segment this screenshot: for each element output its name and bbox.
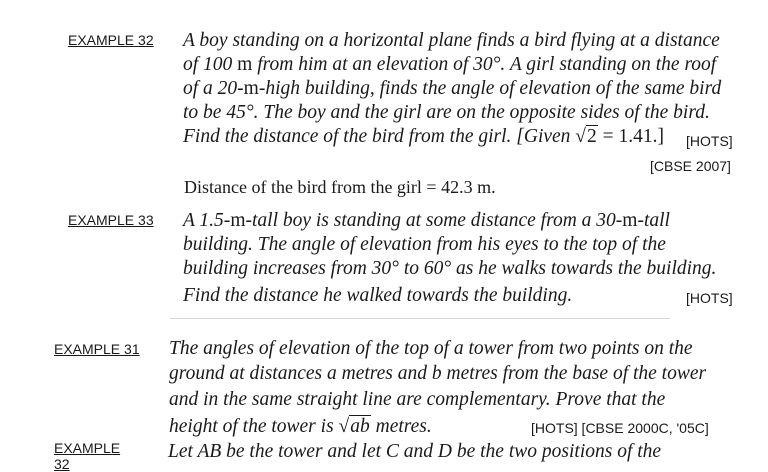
text-run: -tall: [637, 210, 670, 231]
square-root: [339, 415, 371, 437]
example-31-line-3: and in the same straight line are complementary. Prove that the: [169, 389, 666, 410]
page-divider: [170, 318, 670, 319]
example-33-line-4: Find the distance he walked towards the building.: [183, 285, 573, 306]
example-32-line-1: A boy standing on a horizontal plane finds a bird flying at a distance: [183, 30, 720, 51]
next-line-text: Let AB be the tower and let C and D be the two positions of the: [168, 441, 662, 462]
text-run: Find the distance of the bird from the girl. [Given: [183, 126, 576, 147]
example-31-line-1: The angles of elevation of the top of a tower from two points on the: [169, 338, 693, 359]
text-run: height of the tower is: [169, 416, 339, 437]
radical-sign-icon: √: [338, 416, 350, 437]
example-33-label: EXAMPLE 33: [68, 212, 154, 228]
example-31-line-2: ground at distances a metres and b metres from the base of the tower: [169, 363, 707, 384]
example-32-hots-tag: [HOTS]: [686, 133, 733, 149]
example-33-hots-tag: [HOTS]: [686, 290, 733, 306]
example-31-label: EXAMPLE 31: [54, 341, 140, 357]
radicand: 2: [587, 126, 597, 147]
square-root: [575, 125, 597, 147]
text-run: from him at an elevation of 30°. A girl standing on the roof: [252, 54, 717, 75]
next-line-cropped: [168, 441, 768, 462]
text-run: of 100: [183, 54, 238, 75]
text-run: metres.: [370, 416, 432, 437]
example-32-line-3: [183, 77, 721, 101]
next-example-label: EXAMPLE 32: [54, 440, 121, 472]
text-run: -high building, finds the angle of elevation of the same bird: [258, 78, 722, 99]
radical-sign-icon: √: [575, 126, 586, 147]
text-run: -tall boy is standing at some distance from a 30-: [245, 210, 623, 231]
example-32-label: EXAMPLE 32: [68, 32, 154, 48]
text-run: A 1.5-: [183, 210, 231, 231]
example-32-line-5: [183, 125, 664, 149]
text-run: = 1.41.]: [597, 126, 664, 147]
example-32-line-2: [183, 53, 716, 77]
example-32-line-4: to be 45°. The boy and the girl are on the opposite sides of the bird.: [183, 102, 710, 123]
example-31-tags: [HOTS] [CBSE 2000C, '05C]: [531, 420, 709, 436]
example-33-line-2: building. The angle of elevation from his eyes to the top of the: [183, 234, 666, 255]
text-run: of a 20-: [183, 78, 244, 99]
example-32-cbse-tag: [CBSE 2007]: [650, 158, 731, 174]
example-32-answer: Distance of the bird from the girl = 42.3 m.: [184, 177, 496, 197]
unit-m: m: [237, 54, 253, 75]
radicand: ab: [350, 416, 370, 437]
example-31-line-4: [169, 415, 432, 439]
unit-m: m: [243, 78, 259, 99]
example-33-line-1: [183, 209, 670, 233]
unit-m: m: [230, 210, 246, 231]
next-example-label-cropped: [54, 440, 134, 472]
example-33-line-3: building increases from 30° to 60° as he walks towards the building.: [183, 258, 717, 279]
unit-m: m: [622, 210, 638, 231]
